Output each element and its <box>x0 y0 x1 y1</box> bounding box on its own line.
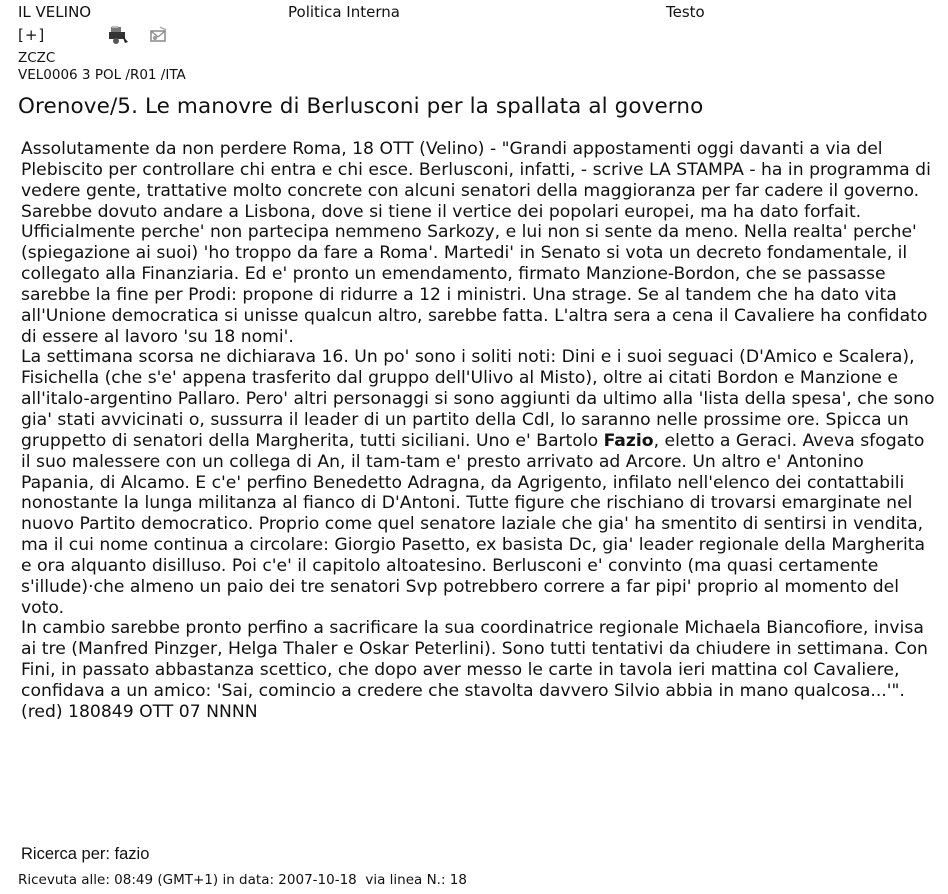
article-paragraph <box>21 347 936 618</box>
paragraph-text: La settimana scorsa ne dichiarava 16. Un po' sono i soliti noti: Dini e i suoi seguaci (D'Amico e Scalera), Fisichella (che s'e' appena trasferito dal gruppo dell'Ulivo al Misto), oltre ai citati Bordon e Manzione e all'italo-argentino Pallaro. Pero' altri personaggi si sono aggiunti da ultimo alla 'lista della spesa', che sono gia' stati avvicinati o, sussurra il leader di un partito della Cdl, lo saranno nelle prossime ore. Spicca un gruppetto di senatori della Margherita, tutti siciliani. Uno e' Bartolo <box>21 347 935 451</box>
type-label: Testo <box>666 3 705 21</box>
article-paragraph: Sarebbe dovuto andare a Lisbona, dove si tiene il vertice dei popolari europei, ma ha dato forfait. Ufficialmente perche' non partecipa nemmeno Sarkozy, e lui non si sente da meno. Nella realta' perche' (spiegazione ai suoi) 'ho troppo da fare a Roma'. Martedi' in Senato si vota un decreto fondamentale, il collegato alla Finanziaria. Ed e' pronto un emendamento, firmato Manzione-Bordon, che se passasse sarebbe la fine per Prodi: propone di ridurre a 12 i ministri. Una strage. Se al tandem che ha dato vita all'Unione democratica si unisse qualcun altro, sarebbe fatta. L'altra sera a cena il Cavaliere ha confidato di essere al lavoro 'su 18 nomi'. <box>21 201 928 347</box>
mail-icon[interactable] <box>148 25 170 49</box>
received-info: Ricevuta alle: 08:49 (GMT+1) in data: 2007-10-18 via linea N.: 18 <box>18 872 467 888</box>
article-headline: Orenove/5. Le manovre di Berlusconi per la spallata al governo <box>18 94 704 119</box>
article-body <box>21 139 936 723</box>
source-label: IL VELINO <box>18 3 92 21</box>
expand-link[interactable]: [+] <box>18 26 46 44</box>
article-paragraph: In cambio sarebbe pronto perfino a sacrificare la sua coordinatrice regionale Michaela Biancofiore, invisa ai tre (Manfred Pinzger, Helga Thaler e Oskar Peterlini). Sono tutti tentativi da chiudere in settimana. Con Fini, in passato abbastanza scettico, che dopo aver messo le carte in tavola ieri mattina col Cavaliere, confidava a un amico: 'Sai, comincio a credere che stavolta davvero Silvio abbia in mano qualcosa...'". (red) 180849 OTT 07 NNNN <box>21 618 928 722</box>
header-row <box>0 3 948 23</box>
article-paragraph: Assolutamente da non perdere Roma, 18 OTT (Velino) - "Grandi appostamenti oggi davanti a via del Plebiscito per controllare chi entra e chi esce. Berlusconi, infatti, - scrive LA STAMPA - ha in programma di vedere gente, trattative molto concrete con alcuni senatori della maggioranza per far cadere il governo. <box>21 139 931 201</box>
paragraph-text: , eletto a Geraci. Aveva sfogato il suo malessere con un collega di An, il tam-tam e' presto arrivato ad Arcore. Un altro e' Antonino Papania, di Alcamo. E c'e' perfino Benedetto Adragna, da Agrigento, infilato nell'elenco dei contattabili nonostante la lunga militanza al fianco di D'Antoni. Tutte figure che rischiano di trovarsi emarginate nel nuovo Partito democratico. Proprio come quel senatore laziale che gia' ha smentito di sentirsi in vendita, ma il cui nome continua a circolare: Giorgio Pasetto, ex basista Dc, gia' leader regionale della Margherita e ora alquanto disilluso. Poi c'e' il capitolo altoatesino. Berlusconi e' convinto (ma quasi certamente s'illude)·che almeno un paio dei tre senatori Svp potrebbero correre a far pipi' proprio al momento del voto. <box>21 430 926 618</box>
reference-code: VEL0006 3 POL /R01 /ITA <box>18 67 186 83</box>
print-icon[interactable] <box>108 25 130 49</box>
category-label: Politica Interna <box>288 3 400 21</box>
search-query-label: Ricerca per: fazio <box>21 845 150 863</box>
search-highlight: Fazio <box>603 430 654 451</box>
zczc-marker: ZCZC <box>18 50 56 66</box>
